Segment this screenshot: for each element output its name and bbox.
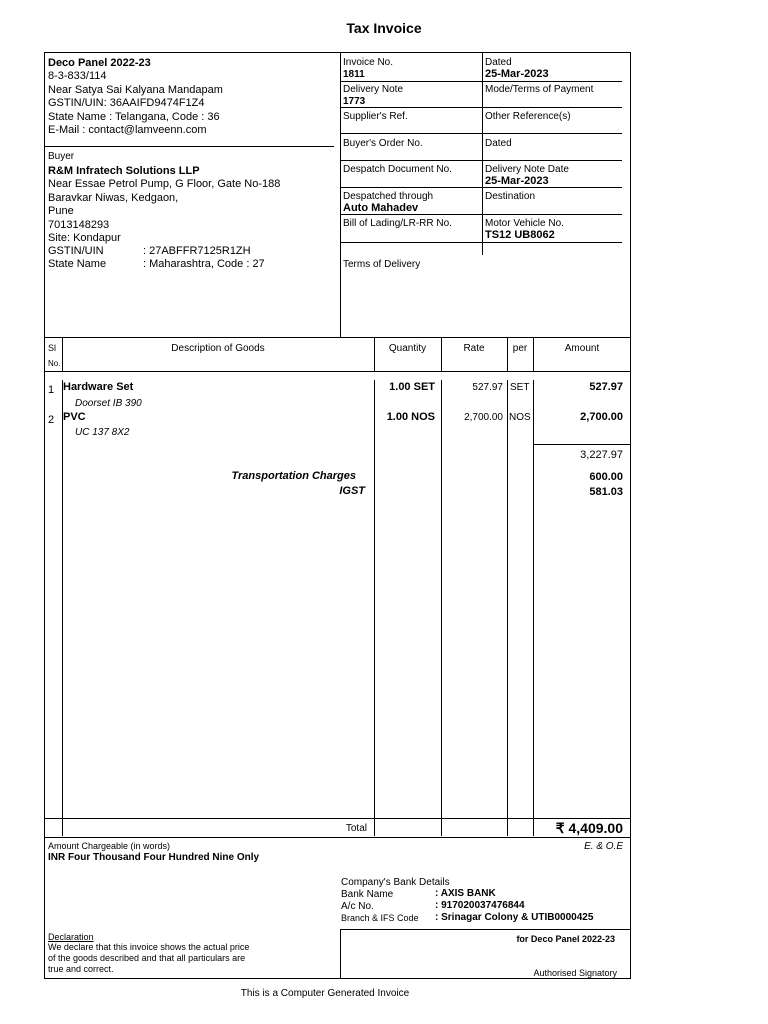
- seller-state: State Name : Telangana, Code : 36: [48, 111, 220, 123]
- mode-payment-label: Mode/Terms of Payment: [485, 84, 594, 95]
- seller-gstin: GSTIN/UIN: 36AAIFD9474F1Z4: [48, 97, 205, 109]
- delivery-note-label: Delivery Note: [343, 84, 404, 95]
- authorised-signatory-label: Authorised Signatory: [533, 968, 617, 978]
- item-2-sl: 2: [48, 414, 55, 426]
- despatched-through-value: Auto Mahadev: [343, 202, 419, 214]
- dated-label: Dated: [485, 57, 512, 68]
- amount-in-words-label: Amount Chargeable (in words): [48, 841, 171, 851]
- buyer-gstin-label: GSTIN/UIN: [48, 245, 104, 257]
- col-no-header: No.: [48, 359, 61, 368]
- despatched-through-label: Despatched through: [343, 191, 434, 202]
- invoice-no-value: 1811: [343, 69, 365, 80]
- amount-in-words-value: INR Four Thousand Four Hundred Nine Only: [48, 852, 260, 863]
- branch-ifs-value: : Srinagar Colony & UTIB0000425: [435, 912, 594, 923]
- destination-label: Destination: [485, 191, 536, 202]
- delivery-note-date-value: 25-Mar-2023: [485, 175, 549, 187]
- igst-label: IGST: [339, 485, 365, 497]
- other-ref-label: Other Reference(s): [485, 111, 571, 122]
- item-2-amount: 2,700.00: [580, 411, 623, 423]
- motor-vehicle-value: TS12 UB8062: [485, 229, 555, 241]
- item-2-name: PVC: [63, 411, 86, 423]
- despatch-doc-label: Despatch Document No.: [343, 164, 452, 175]
- col-line: [374, 380, 375, 836]
- item-1-name: Hardware Set: [63, 381, 134, 393]
- computer-generated-note: This is a Computer Generated Invoice: [240, 988, 410, 999]
- motor-vehicle-label: Motor Vehicle No.: [485, 218, 564, 229]
- terms-of-delivery-label: Terms of Delivery: [343, 259, 421, 270]
- buyer-site: Site: Kondapur: [48, 232, 121, 244]
- transportation-charges-amount: 600.00: [589, 471, 623, 483]
- seller-address-line1: 8-3-833/114: [48, 70, 107, 82]
- item-1-quantity: 1.00 SET: [389, 381, 435, 393]
- igst-amount: 581.03: [589, 486, 623, 498]
- meta-mid-border: [482, 52, 483, 255]
- subtotal-rule: [533, 444, 631, 445]
- col-line: [441, 380, 442, 836]
- transportation-charges-label: Transportation Charges: [231, 470, 356, 482]
- item-1-amount: 527.97: [589, 381, 623, 393]
- col-amount-header: Amount: [564, 343, 600, 354]
- document-title: Tax Invoice: [346, 20, 422, 36]
- col-quantity-header: Quantity: [388, 343, 427, 354]
- bank-name-label: Bank Name: [341, 889, 394, 900]
- meta-row-line: [340, 242, 622, 243]
- item-2-rate: 2,700.00: [464, 412, 503, 423]
- declaration-line3: true and correct.: [48, 964, 114, 974]
- bank-details-heading: Company's Bank Details: [341, 877, 450, 888]
- branch-ifs-label: Branch & IFS Code: [341, 913, 419, 923]
- meta-row-line: [340, 187, 622, 188]
- item-1-rate: 527.97: [472, 382, 503, 393]
- bill-of-lading-label: Bill of Lading/LR-RR No.: [343, 218, 452, 229]
- seller-name: Deco Panel 2022-23: [48, 57, 151, 69]
- delivery-note-date-label: Delivery Note Date: [485, 164, 569, 175]
- account-no-value: : 917020037476844: [435, 900, 525, 911]
- buyer-state-label: State Name: [48, 258, 107, 270]
- buyer-address-line1: Near Essae Petrol Pump, G Floor, Gate No-188: [48, 178, 281, 190]
- total-row-top-border: [44, 818, 631, 819]
- item-2-per: NOS: [509, 412, 531, 423]
- delivery-note-value: 1773: [343, 96, 366, 107]
- col-rate-header: Rate: [463, 343, 485, 354]
- meta-row-line: [340, 133, 622, 134]
- buyer-address-line2: Baravkar Niwas, Kedgaon,: [48, 192, 179, 204]
- meta-left-border: [340, 52, 341, 337]
- buyer-order-label: Buyer's Order No.: [343, 138, 423, 149]
- col-line: [62, 380, 63, 836]
- meta-row-line: [340, 107, 622, 108]
- subtotal-amount: 3,227.97: [580, 449, 623, 461]
- seller-address-line2: Near Satya Sai Kalyana Mandapam: [48, 84, 223, 96]
- item-1-sub: Doorset IB 390: [75, 398, 142, 409]
- meta-row-line: [340, 160, 622, 161]
- declaration-line1: We declare that this invoice shows the actual price: [48, 942, 250, 952]
- for-company-label: for Deco Panel 2022-23: [516, 934, 615, 944]
- declaration-label: Declaration: [48, 932, 94, 942]
- buyer-city: Pune: [48, 205, 74, 217]
- buyer-state-value: : Maharashtra, Code : 27: [143, 258, 265, 270]
- invoice-no-label: Invoice No.: [343, 57, 394, 68]
- item-1-sl: 1: [48, 384, 55, 396]
- table-top-border: [44, 337, 631, 338]
- table-header-bottom-border: [44, 371, 631, 372]
- bank-name-value: : AXIS BANK: [435, 888, 496, 899]
- signatory-top-border: [340, 929, 631, 930]
- account-no-label: A/c No.: [341, 901, 374, 912]
- item-1-per: SET: [510, 382, 530, 393]
- meta-row-line: [340, 81, 622, 82]
- item-2-quantity: 1.00 NOS: [386, 411, 435, 423]
- buyer-name: R&M Infratech Solutions LLP: [48, 165, 200, 177]
- item-2-sub: UC 137 8X2: [75, 427, 130, 438]
- col-per-header: per: [512, 343, 528, 354]
- total-label: Total: [345, 823, 367, 834]
- col-description-header: Description of Goods: [171, 343, 265, 354]
- buyer-label: Buyer: [48, 151, 75, 162]
- dated-value: 25-Mar-2023: [485, 68, 549, 80]
- total-amount: ₹ 4,409.00: [555, 820, 623, 836]
- seller-divider: [44, 146, 334, 147]
- buyer-gstin-value: : 27ABFFR7125R1ZH: [143, 245, 251, 257]
- supplier-ref-label: Supplier's Ref.: [343, 111, 408, 122]
- total-row-bottom-border: [44, 837, 631, 838]
- buyer-order-dated-label: Dated: [485, 138, 512, 149]
- buyer-phone: 7013148293: [48, 219, 110, 231]
- col-line: [507, 380, 508, 836]
- seller-email: E-Mail : contact@lamveenn.com: [48, 124, 207, 136]
- declaration-line2: of the goods described and that all particulars are: [48, 953, 246, 963]
- eoe-label: E. & O.E: [584, 841, 623, 852]
- col-sl-header: Sl: [48, 343, 57, 353]
